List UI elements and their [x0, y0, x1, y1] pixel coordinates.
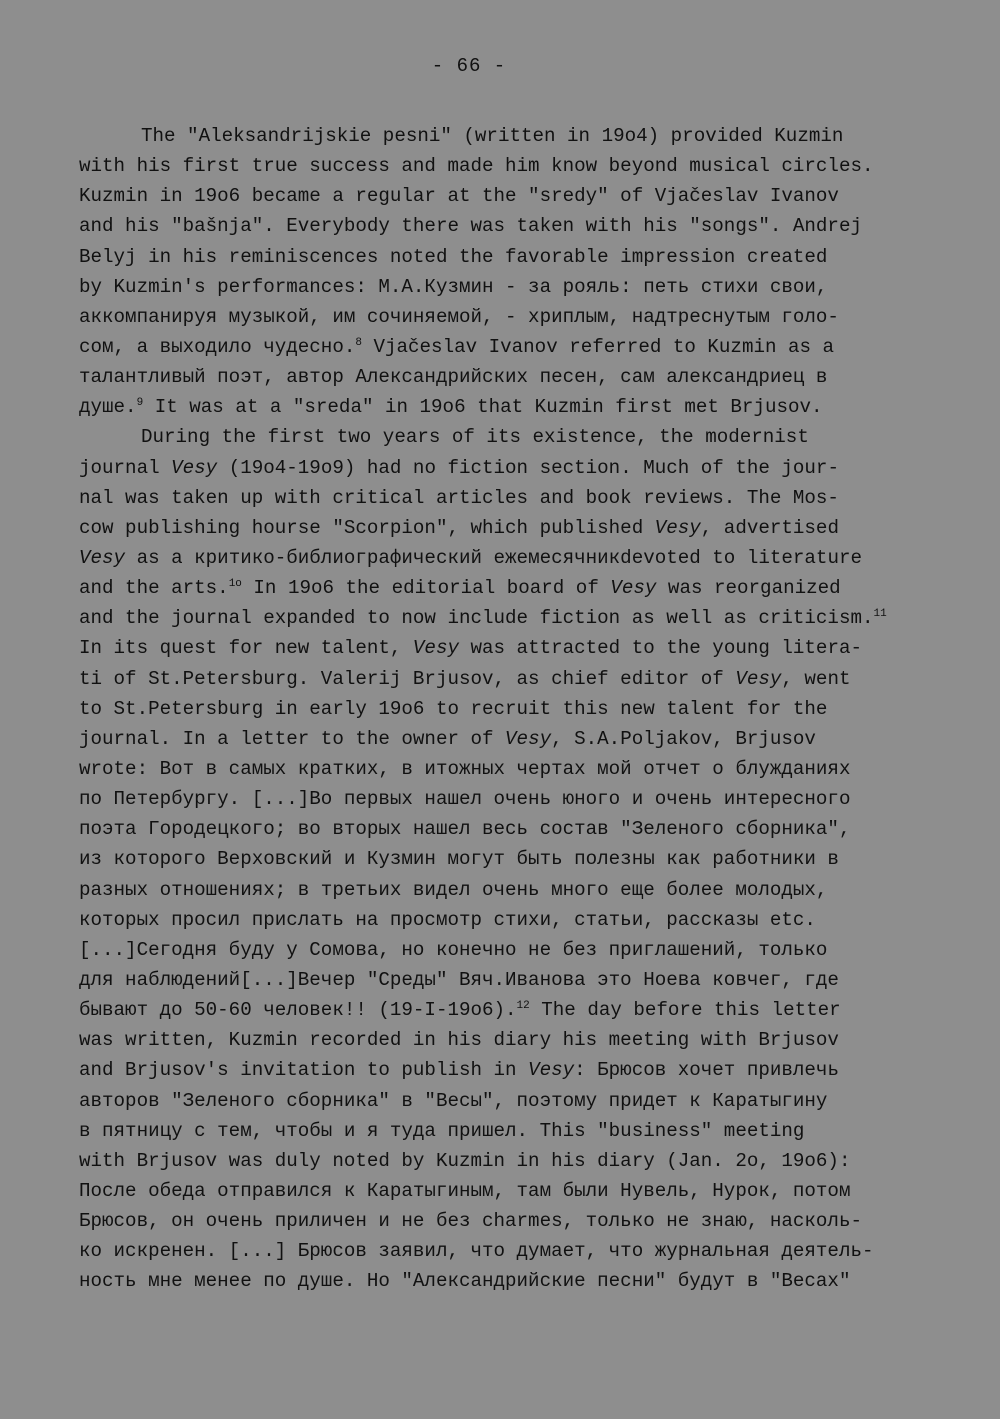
body-text: [79, 121, 949, 1296]
text-line: душе.$^9$ It was at a "sreda" in 19o6 that Kuzmin first met Brjusov.: [79, 396, 823, 419]
journal-title: Vesy: [171, 456, 218, 479]
text-line: ко искренен. [...] Брюсов заявил, что думает, что журнальная деятель-: [79, 1240, 874, 1263]
text-line: with his first true success and made him know beyond musical circles.: [79, 155, 874, 178]
text-line: аккомпанируя музыкой, им сочиняемой, - хриплым, надтреснутым голо-: [79, 305, 839, 328]
text-line: После обеда отправился к Каратыгиным, там были Нувель, Нурок, потом: [79, 1179, 851, 1202]
footnote-marker: 12: [516, 1000, 530, 1013]
footnote-marker: 9: [136, 397, 144, 410]
text-line: сом, а выходило чудесно.$^8$ Vjačeslav Ivanov referred to Kuzmin as a: [79, 335, 835, 358]
text-line: journal. In a letter to the owner of Vesy, S.A.Poljakov, Brjusov: [79, 727, 816, 750]
footnote-marker: 11: [873, 608, 887, 621]
text-line: wrote: Вот в самых кратких, в итожных чертах мой отчет о блужданиях: [79, 757, 851, 780]
text-line: которых просил прислать на просмотр стихи, статьи, рассказы etc.: [79, 908, 816, 931]
text-line: из которого Верховский и Кузмин могут быть полезны как работники в: [79, 848, 839, 871]
journal-title: Vesy: [654, 516, 701, 539]
journal-title: Vesy: [735, 667, 782, 690]
text-line: journal Vesy (19o4-19o9) had no fiction section. Much of the jour-: [79, 456, 839, 479]
text-line: по Петербургу. [...]Во первых нашел очень юного и очень интересного: [79, 788, 851, 811]
text-line: to St.Petersburg in early 19o6 to recruit this new talent for the: [79, 697, 828, 720]
text-line: авторов "Зеленого сборника" в "Весы", поэтому придет к Каратыгину: [79, 1089, 828, 1112]
text-line: The "Aleksandrijskie pesni" (written in 19o4) provided Kuzmin: [141, 125, 844, 147]
text-line: для наблюдений[...]Вечер "Среды" Вяч.Иванова это Ноева ковчег, где: [79, 968, 839, 991]
text-line: ность мне менее по душе. Но "Александрийские песни" будут в "Весах": [79, 1270, 851, 1293]
journal-title: Vesy: [79, 546, 126, 569]
text-line: [...]Сегодня буду у Сомова, но конечно не без приглашений, только: [79, 938, 828, 961]
journal-title: Vesy: [412, 637, 459, 660]
text-line: and the journal expanded to now include fiction as well as criticism.$^{11}$: [79, 607, 887, 630]
text-line: Belyj in his reminiscences noted the favorable impression created: [79, 245, 828, 268]
page-number: - 66 -: [431, 55, 507, 77]
text-line: by Kuzmin's performances: М.А.Кузмин - за рояль: петь стихи свои,: [79, 275, 828, 298]
footnote-marker: 1o: [228, 578, 242, 591]
text-line: and his "bašnja". Everybody there was taken with his "songs". Andrej: [79, 215, 862, 238]
text-line: разных отношениях; в третьих видел очень много еще более молодых,: [79, 878, 828, 901]
text-line: cow publishing hourse "Scorpion", which published Vesy, advertised: [79, 516, 839, 539]
text-line: поэта Городецкого; во вторых нашел весь состав "Зеленого сборника",: [79, 818, 851, 841]
text-line: nal was taken up with critical articles and book reviews. The Mos-: [79, 486, 839, 509]
text-line: Vesy as a критико-библиографический ежемесячникdevoted to literature: [79, 546, 862, 569]
text-line: was written, Kuzmin recorded in his diary his meeting with Brjusov: [79, 1029, 839, 1052]
text-line: бывают до 50-60 человек!! (19-I-19o6).$^{12}$ The day before this letter: [79, 999, 841, 1022]
text-line: Kuzmin in 19o6 became a regular at the "sredy" of Vjačeslav Ivanov: [79, 185, 839, 208]
text-line: and the arts.$^{1o}$ In 19o6 the editorial board of Vesy was reorganized: [79, 577, 841, 600]
text-line: в пятницу с тем, чтобы и я туда пришел. This "business" meeting: [79, 1119, 805, 1142]
journal-title: Vesy: [505, 727, 552, 750]
text-line: ti of St.Petersburg. Valerij Brjusov, as chief editor of Vesy, went: [79, 667, 851, 690]
journal-title: Vesy: [528, 1059, 575, 1082]
journal-title: Vesy: [610, 577, 657, 600]
text-line: with Brjusov was duly noted by Kuzmin in his diary (Jan. 2o, 19o6):: [79, 1149, 851, 1172]
text-line: Брюсов, он очень приличен и не без charmes, только не знаю, насколь-: [79, 1210, 862, 1233]
text-line: талантливый поэт, автор Александрийских песен, сам александриец в: [79, 366, 828, 389]
text-line: and Brjusov's invitation to publish in Vesy: Брюсов хочет привлечь: [79, 1059, 839, 1082]
footnote-marker: 8: [355, 336, 362, 349]
text-line: In its quest for new talent, Vesy was attracted to the young litera-: [79, 637, 862, 660]
text-line: During the first two years of its existence, the modernist: [141, 426, 809, 449]
